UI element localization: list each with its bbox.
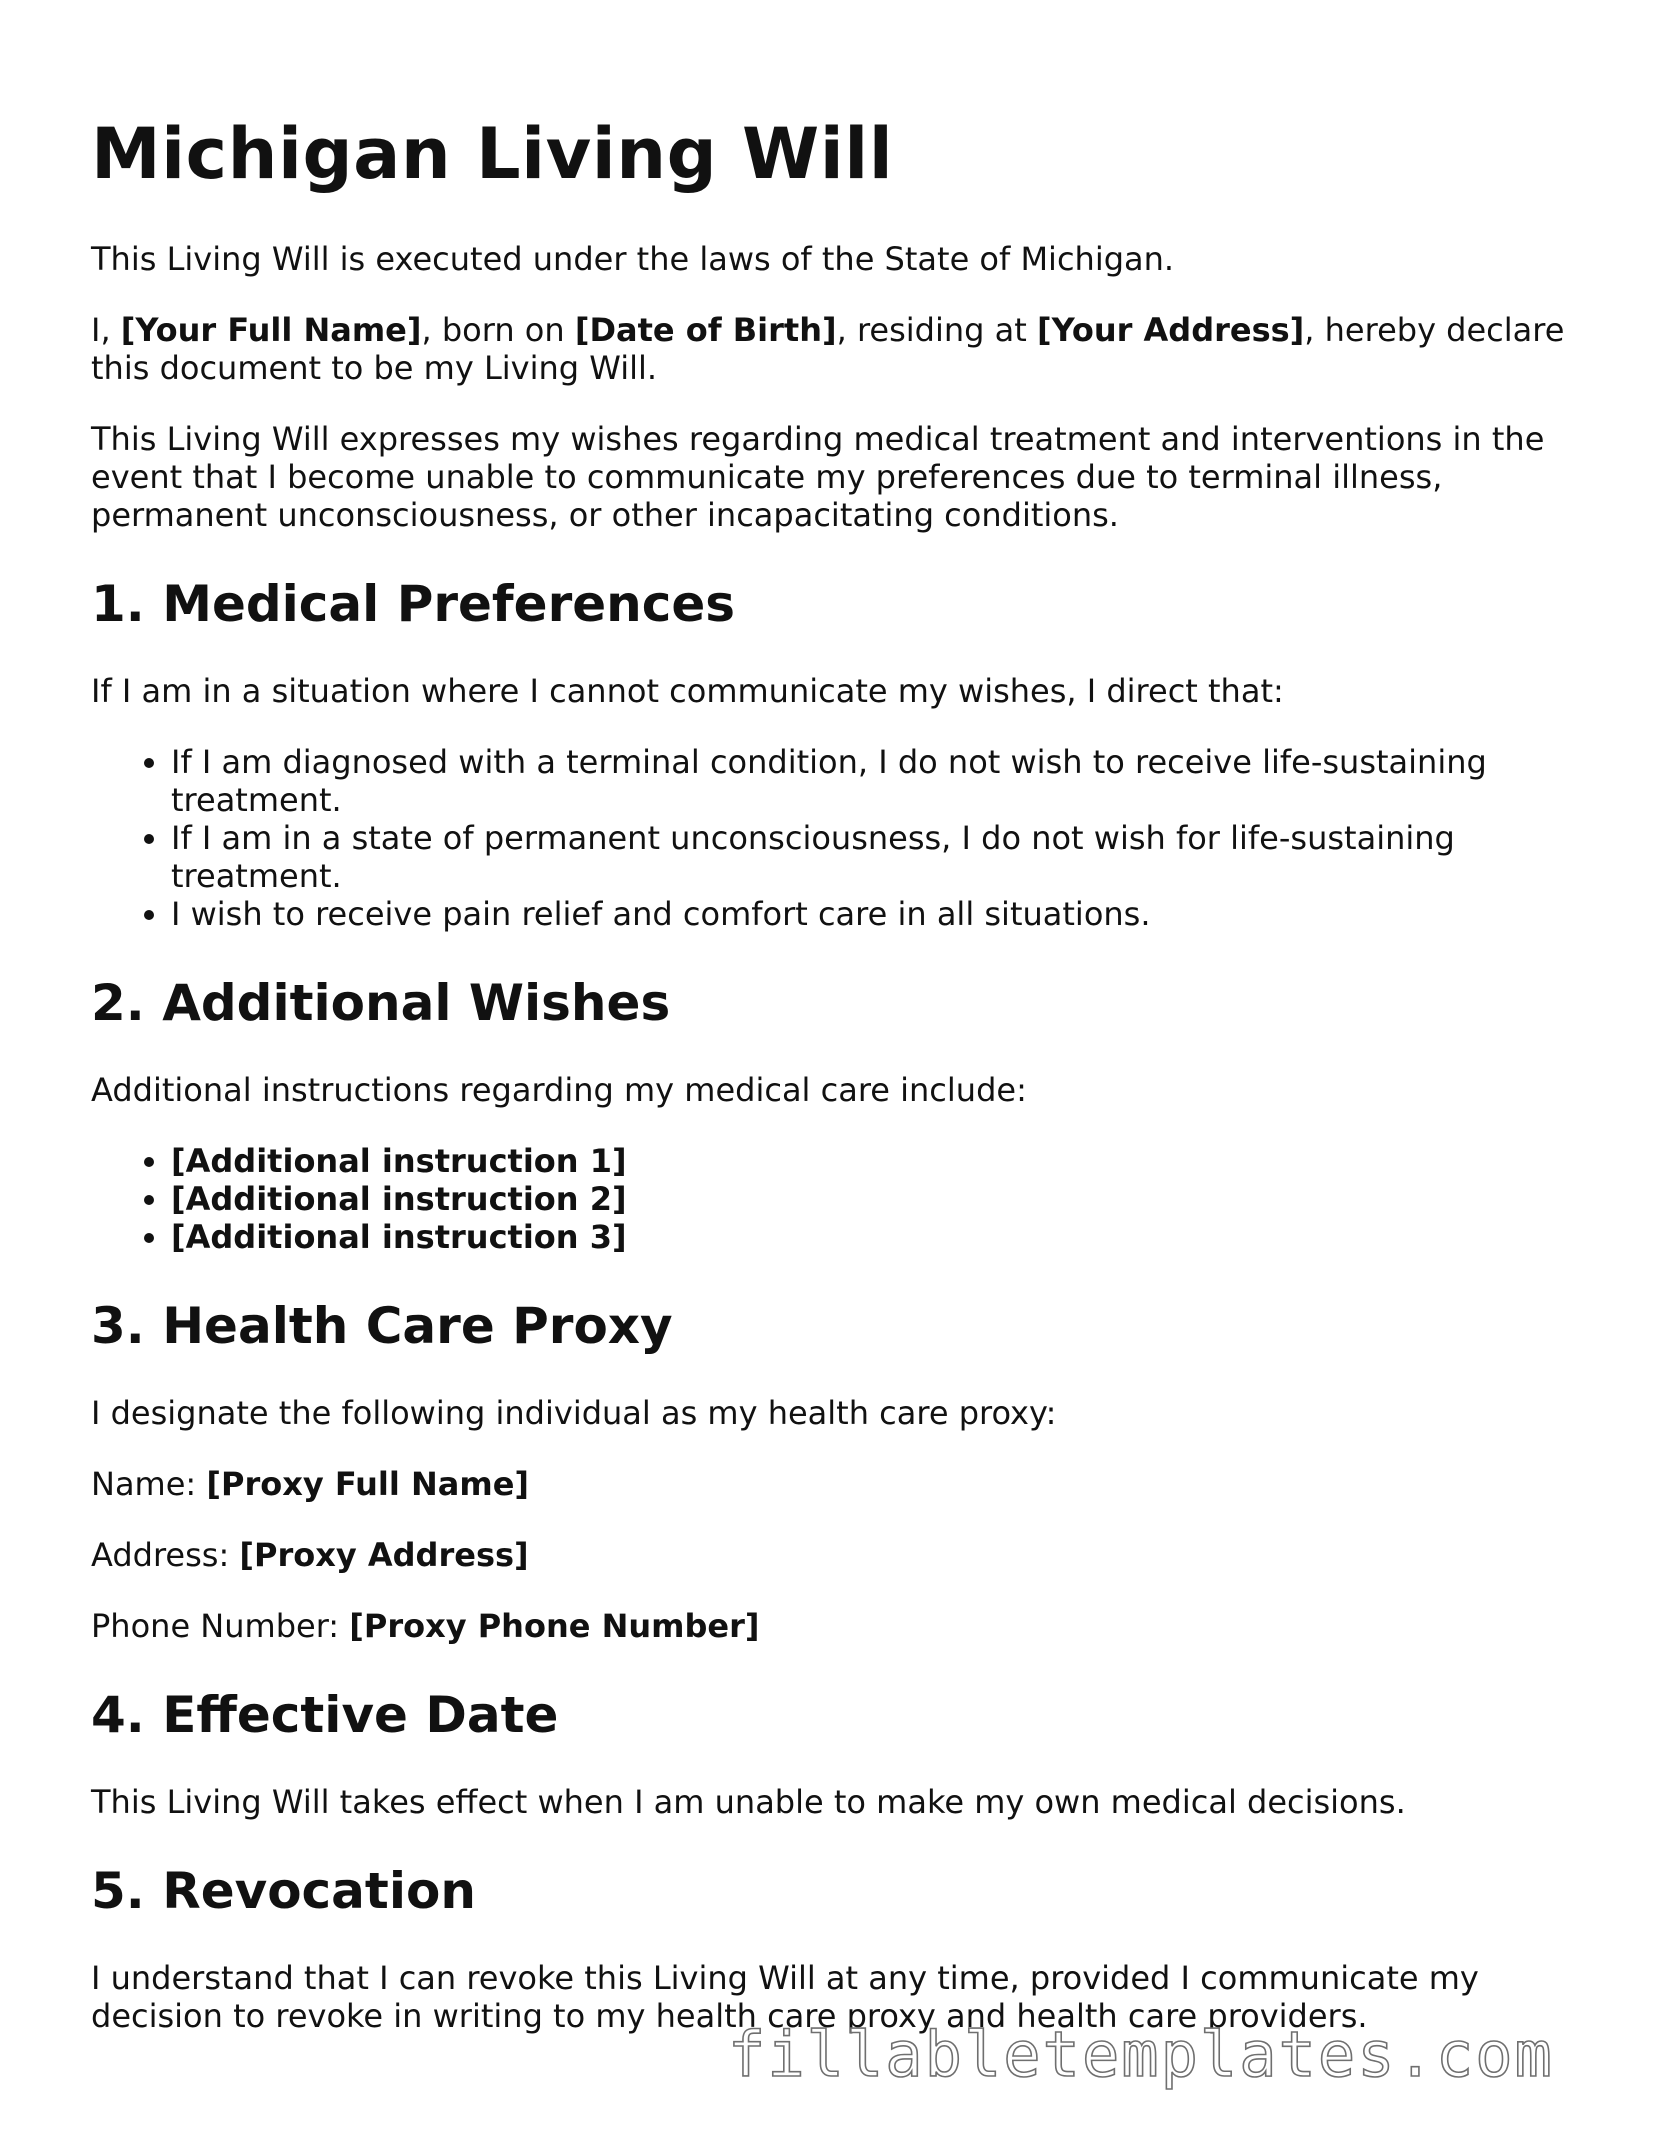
list-item: • [Additional instruction 2]	[171, 1180, 1571, 1218]
proxy-address-label: Address:	[91, 1536, 240, 1574]
list-item: • [Additional instruction 1]	[171, 1142, 1571, 1180]
list-item: • If I am in a state of permanent unconsciousness, I do not wish for life-sustaining treatment.	[171, 819, 1571, 895]
list-item: • I wish to receive pain relief and comfort care in all situations.	[171, 895, 1571, 933]
effective-date-text: This Living Will takes effect when I am unable to make my own medical decisions.	[91, 1783, 1406, 1821]
additional-wishes-lead: Additional instructions regarding my medical care include:	[91, 1071, 1027, 1109]
declaration-text: , born on	[421, 311, 575, 349]
declaration-text: , residing at	[836, 311, 1037, 349]
address-placeholder: [Your Address]	[1036, 311, 1305, 349]
proxy-address-placeholder: [Proxy Address]	[239, 1536, 529, 1574]
proxy-address-line	[91, 1536, 1571, 1574]
medical-preferences-list	[91, 743, 1571, 933]
date-of-birth-placeholder: [Date of Birth]	[574, 311, 837, 349]
proxy-name-line	[91, 1465, 1571, 1503]
list-item: • [Additional instruction 3]	[171, 1218, 1571, 1256]
document-page	[91, 112, 1571, 2068]
section-heading-revocation: 5. Revocation	[91, 1862, 476, 1920]
revocation-text: I understand that I can revoke this Living Will at any time, provided I communicate my decision to revoke in writing to my health care proxy and health care providers.	[91, 1959, 1479, 2035]
section-heading-medical-preferences: 1. Medical Preferences	[91, 575, 736, 633]
health-care-proxy-lead: I designate the following individual as my health care proxy:	[91, 1394, 1057, 1432]
full-name-placeholder: [Your Full Name]	[120, 311, 422, 349]
proxy-name-placeholder: [Proxy Full Name]	[206, 1465, 530, 1503]
list-item: • If I am diagnosed with a terminal condition, I do not wish to receive life-sustaining treatment.	[171, 743, 1571, 819]
section-heading-health-care-proxy: 3. Health Care Proxy	[91, 1297, 673, 1355]
document-title: Michigan Living Will	[91, 113, 894, 195]
additional-wishes-list	[91, 1142, 1571, 1256]
declaration-paragraph	[91, 311, 1571, 387]
proxy-phone-line	[91, 1607, 1571, 1645]
declaration-text: , hereby declare this document to be my Living Will.	[91, 311, 1565, 387]
medical-preferences-lead: If I am in a situation where I cannot communicate my wishes, I direct that:	[91, 672, 1284, 710]
section-heading-effective-date: 4. Effective Date	[91, 1686, 559, 1744]
proxy-phone-label: Phone Number:	[91, 1607, 350, 1645]
proxy-name-label: Name:	[91, 1465, 207, 1503]
purpose-paragraph: This Living Will expresses my wishes regarding medical treatment and interventions in the event that I become unable to communicate my preferences due to terminal illness, permanent unconsciousness, or other incapacitating conditions.	[91, 420, 1545, 534]
declaration-text: I,	[91, 311, 121, 349]
section-heading-additional-wishes: 2. Additional Wishes	[91, 974, 671, 1032]
proxy-phone-placeholder: [Proxy Phone Number]	[349, 1607, 760, 1645]
intro-paragraph: This Living Will is executed under the laws of the State of Michigan.	[91, 240, 1175, 278]
watermark-text: fillabletemplates.com	[728, 2018, 1554, 2091]
